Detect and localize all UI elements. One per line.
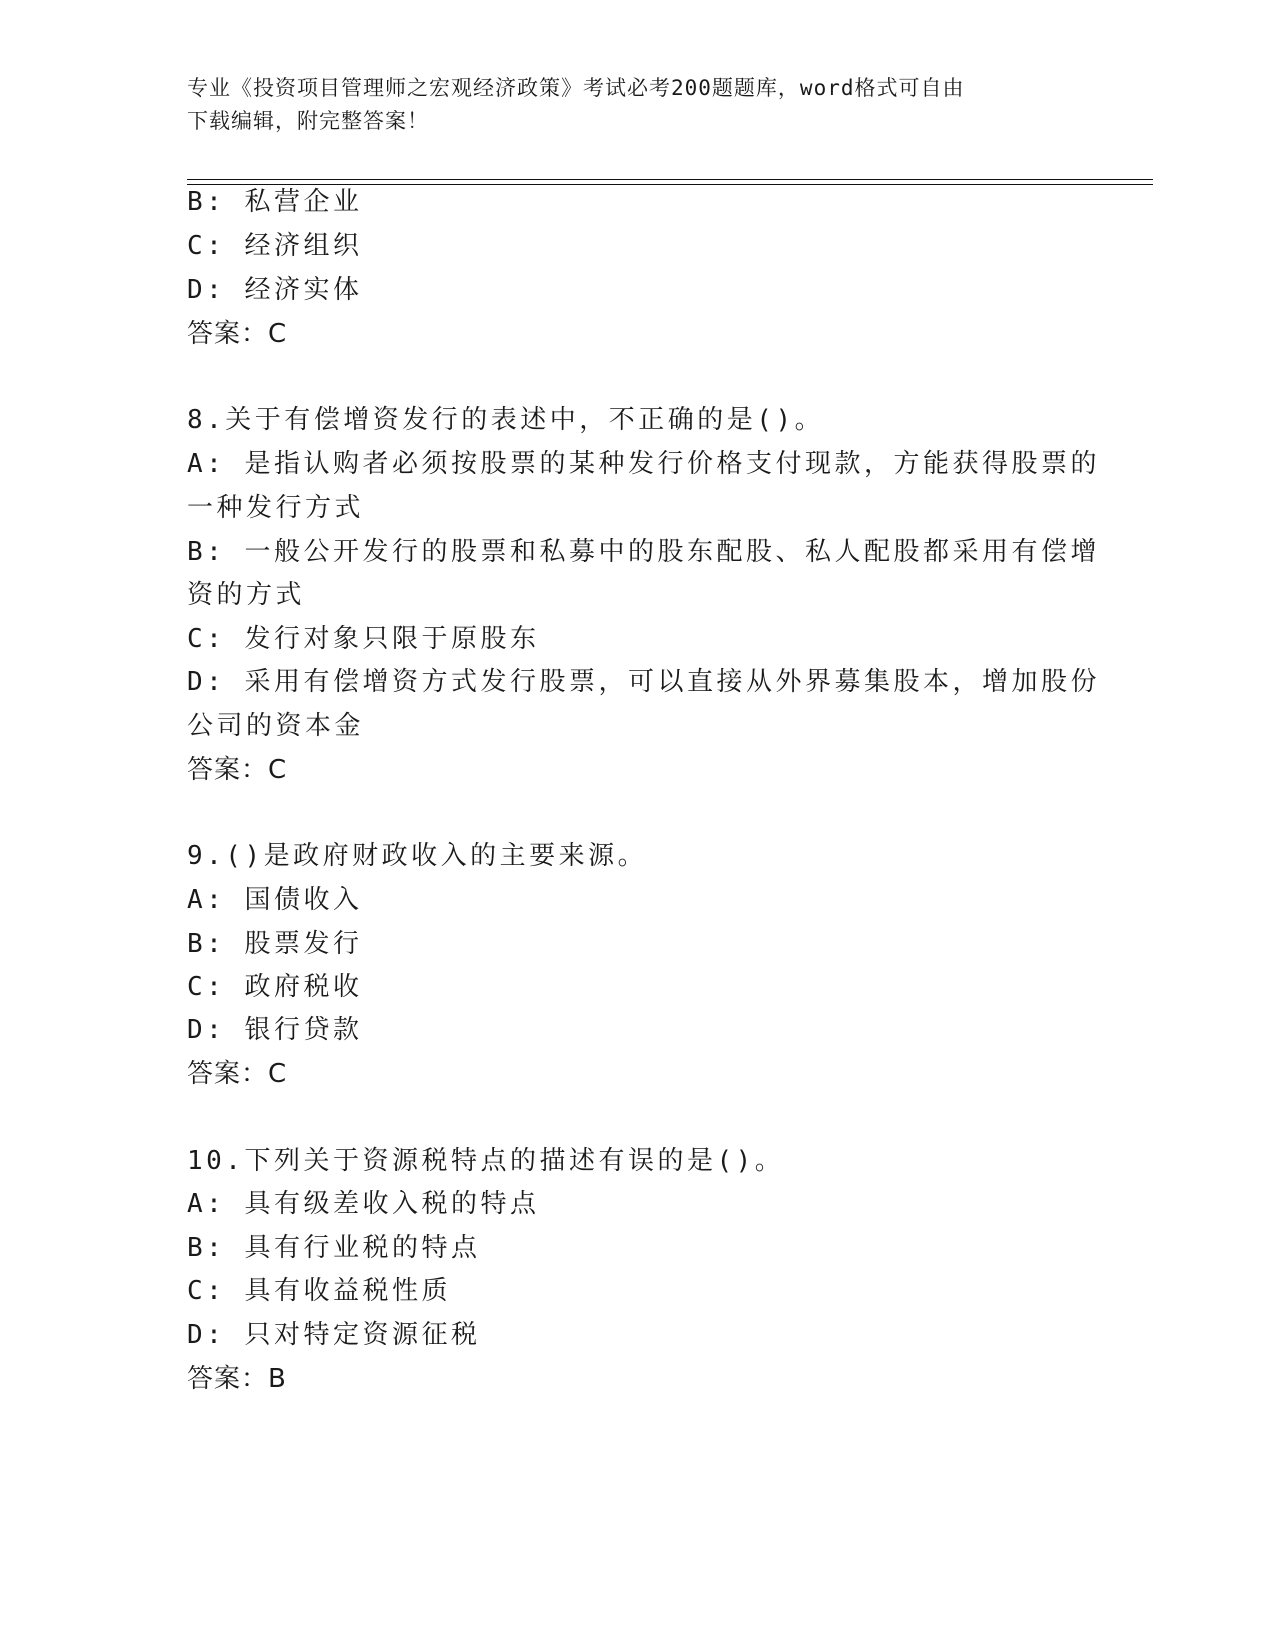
q8-option-a-line-2: 一种发行方式 (187, 493, 365, 523)
q8-option-a-line-1: A: 是指认购者必须按股票的某种发行价格支付现款，方能获得股票的 (187, 449, 1100, 479)
q9-option-b: B: 股票发行 (187, 929, 363, 959)
q10-option-a: A: 具有级差收入税的特点 (187, 1189, 540, 1219)
q9-answer: 答案：C (187, 1059, 288, 1089)
q9-option-c: C: 政府税收 (187, 972, 363, 1002)
q8-option-d-line-2: 公司的资本金 (187, 711, 365, 741)
header-line-2: 下载编辑，附完整答案！ (187, 109, 429, 133)
q8-option-c: C: 发行对象只限于原股东 (187, 624, 540, 654)
q10-option-d: D: 只对特定资源征税 (187, 1320, 481, 1350)
q9-question: 9.()是政府财政收入的主要来源。 (187, 841, 648, 871)
q8-option-b-line-2: 资的方式 (187, 580, 306, 610)
header-line-1: 专业《投资项目管理师之宏观经济政策》考试必考200题题库，word格式可自由 (187, 76, 965, 100)
q7-option-c: C: 经济组织 (187, 231, 363, 261)
q8-option-d-line-1: D: 采用有偿增资方式发行股票，可以直接从外界募集股本，增加股份 (187, 667, 1100, 697)
q7-answer: 答案：C (187, 319, 288, 349)
q8-option-b-line-1: B: 一般公开发行的股票和私募中的股东配股、私人配股都采用有偿增 (187, 537, 1100, 567)
q10-answer: 答案：B (187, 1364, 287, 1394)
q9-option-d: D: 银行贷款 (187, 1015, 363, 1045)
q7-option-b: B: 私营企业 (187, 187, 363, 217)
q10-option-c: C: 具有收益税性质 (187, 1276, 451, 1306)
q7-option-d: D: 经济实体 (187, 275, 363, 305)
q8-question: 8.关于有偿增资发行的表述中，不正确的是()。 (187, 405, 825, 435)
q8-answer: 答案：C (187, 755, 288, 785)
document-header (187, 72, 1067, 138)
q10-question: 10.下列关于资源税特点的描述有误的是()。 (187, 1146, 785, 1176)
header-divider-top (187, 179, 1153, 180)
q10-option-b: B: 具有行业税的特点 (187, 1233, 481, 1263)
q9-option-a: A: 国债收入 (187, 885, 363, 915)
